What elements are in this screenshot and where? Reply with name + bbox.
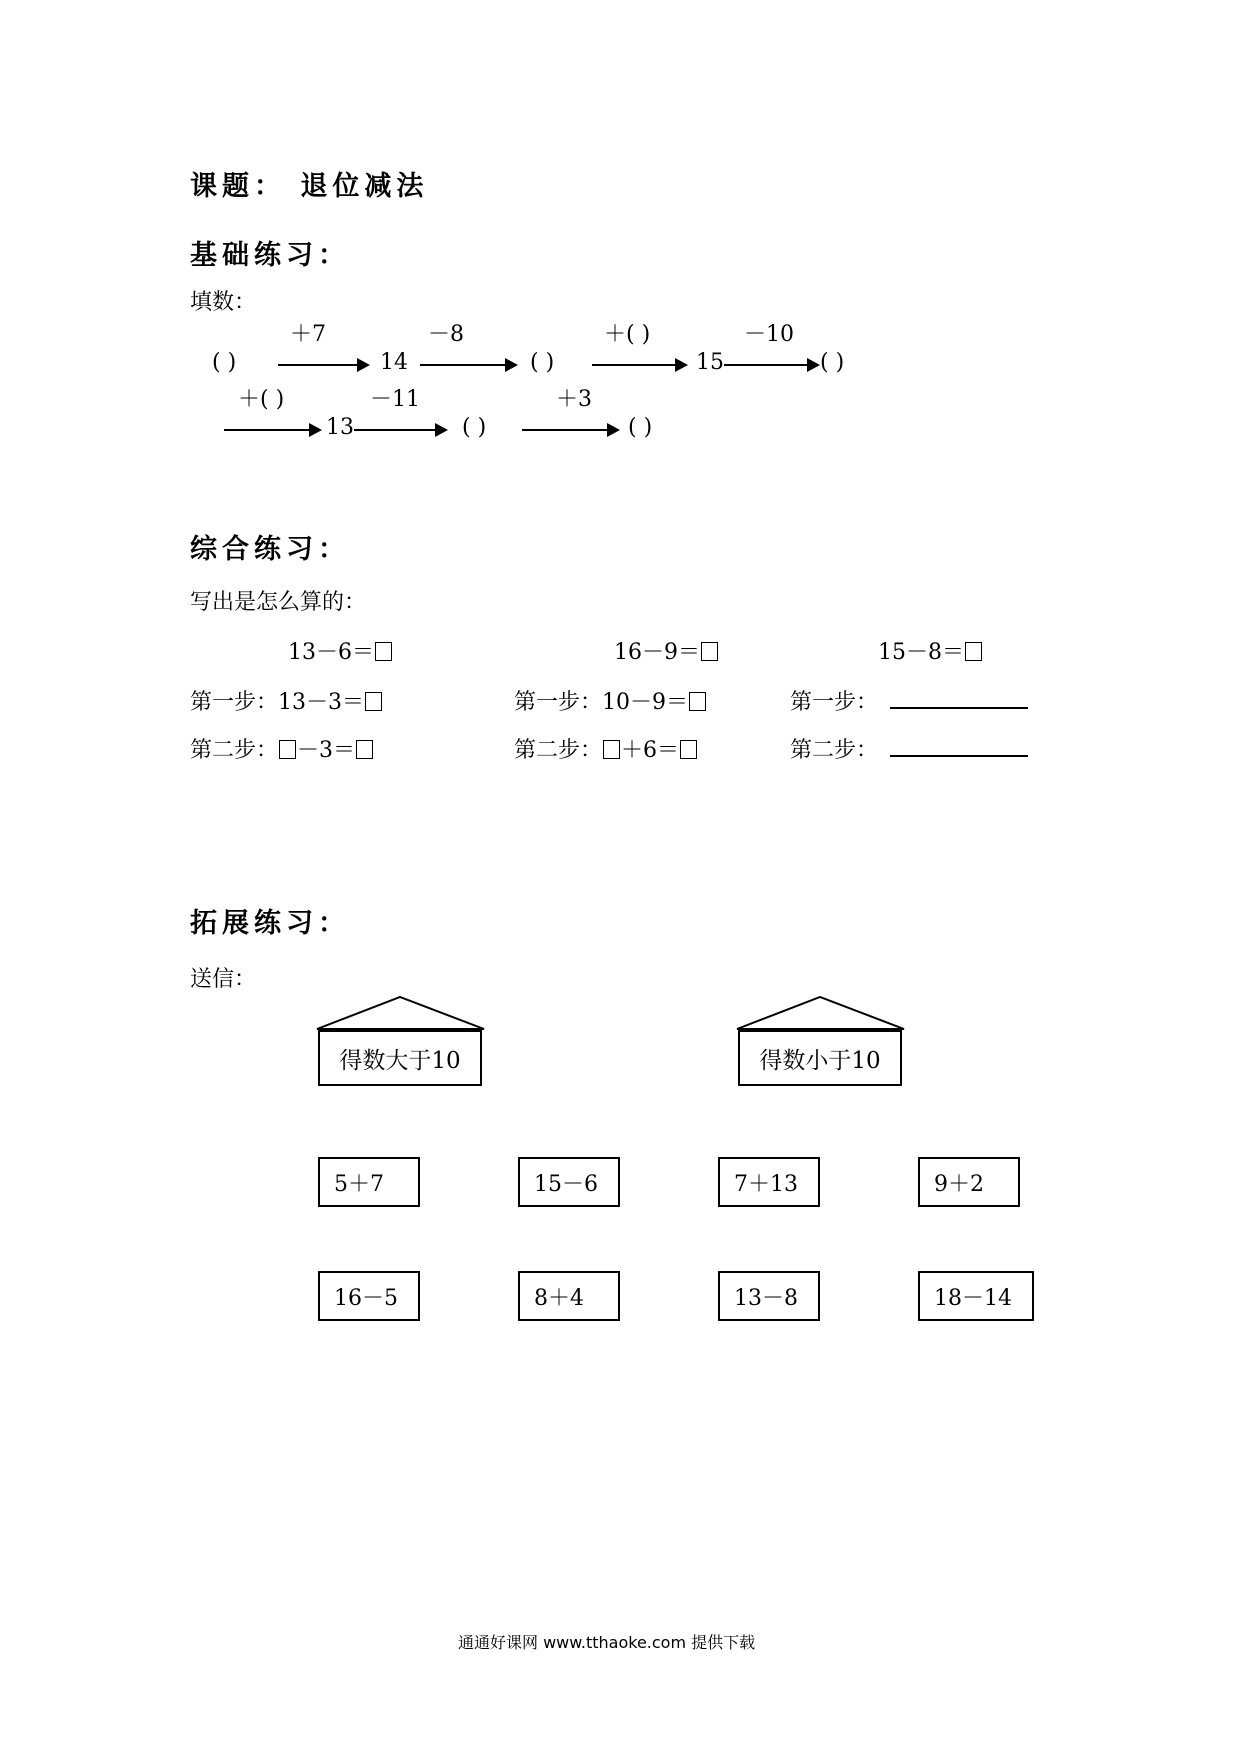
letter-card[interactable]: 16－5 — [318, 1271, 420, 1321]
op-label: －10 — [744, 322, 794, 347]
letter-card[interactable]: 8＋4 — [518, 1271, 620, 1321]
letter-card[interactable]: 5＋7 — [318, 1157, 420, 1207]
arrow-icon — [278, 364, 368, 366]
answer-box[interactable] — [375, 642, 392, 661]
basic-heading: 基础练习： — [190, 240, 350, 271]
house-greater-than-10[interactable]: 得数大于10 — [318, 1030, 482, 1086]
value-label: 13 — [326, 415, 354, 440]
step-two: 第二步： －3＝ — [190, 733, 374, 764]
blank-paren[interactable]: ( ) — [820, 350, 845, 375]
value-label: 14 — [380, 350, 408, 375]
op-label: ＋3 — [556, 387, 592, 412]
blank-paren[interactable]: ( ) — [530, 350, 555, 375]
comprehensive-heading: 综合练习： — [190, 534, 350, 565]
letter-card[interactable]: 13－8 — [718, 1271, 820, 1321]
arrow-icon — [224, 429, 320, 431]
house-roof-icon — [316, 996, 486, 1030]
letter-card[interactable]: 15－6 — [518, 1157, 620, 1207]
blank-paren[interactable]: ( ) — [628, 415, 653, 440]
footer-text: 通通好课网 www.tthaoke.com 提供下载 — [458, 1633, 756, 1652]
answer-box[interactable] — [965, 642, 982, 661]
answer-box[interactable] — [356, 740, 373, 759]
letter-card[interactable]: 18－14 — [918, 1271, 1034, 1321]
house-less-than-10[interactable]: 得数小于10 — [738, 1030, 902, 1086]
answer-line[interactable] — [890, 755, 1028, 757]
send-letter-label: 送信： — [190, 967, 257, 992]
extension-heading: 拓展练习： — [190, 908, 350, 939]
op-label: ＋( ) — [238, 387, 285, 412]
letter-card[interactable]: 9＋2 — [918, 1157, 1020, 1207]
answer-box[interactable] — [701, 642, 718, 661]
blank-paren[interactable]: ( ) — [212, 350, 237, 375]
fill-number-label: 填数： — [190, 290, 257, 315]
step-one: 第一步：13－3＝ — [190, 685, 383, 716]
answer-box[interactable] — [603, 740, 620, 759]
page-title: 课题： 退位减法 — [190, 171, 429, 202]
op-label: ＋7 — [290, 322, 326, 347]
problem-expression: 13－6＝ — [288, 635, 393, 666]
step-two-label: 第二步： — [790, 738, 879, 763]
letter-card[interactable]: 7＋13 — [718, 1157, 820, 1207]
arrow-icon — [354, 429, 446, 431]
step-one-label: 第一步： — [790, 690, 879, 715]
step-one: 第一步：10－9＝ — [514, 685, 707, 716]
problem-expression: 15－8＝ — [878, 635, 983, 666]
problem-expression: 16－9＝ — [614, 635, 719, 666]
write-method-label: 写出是怎么算的： — [190, 590, 367, 615]
house-roof-icon — [736, 996, 906, 1030]
step-two: 第二步： ＋6＝ — [514, 733, 698, 764]
answer-line[interactable] — [890, 707, 1028, 709]
arrow-icon — [592, 364, 686, 366]
answer-box[interactable] — [365, 692, 382, 711]
op-label: －8 — [428, 322, 464, 347]
arrow-icon — [420, 364, 516, 366]
arrow-icon — [522, 429, 618, 431]
answer-box[interactable] — [689, 692, 706, 711]
answer-box[interactable] — [680, 740, 697, 759]
op-label: ＋( ) — [604, 322, 651, 347]
op-label: －11 — [370, 387, 420, 412]
answer-box[interactable] — [279, 740, 296, 759]
value-label: 15 — [696, 350, 724, 375]
arrow-icon — [724, 364, 818, 366]
blank-paren[interactable]: ( ) — [462, 415, 487, 440]
